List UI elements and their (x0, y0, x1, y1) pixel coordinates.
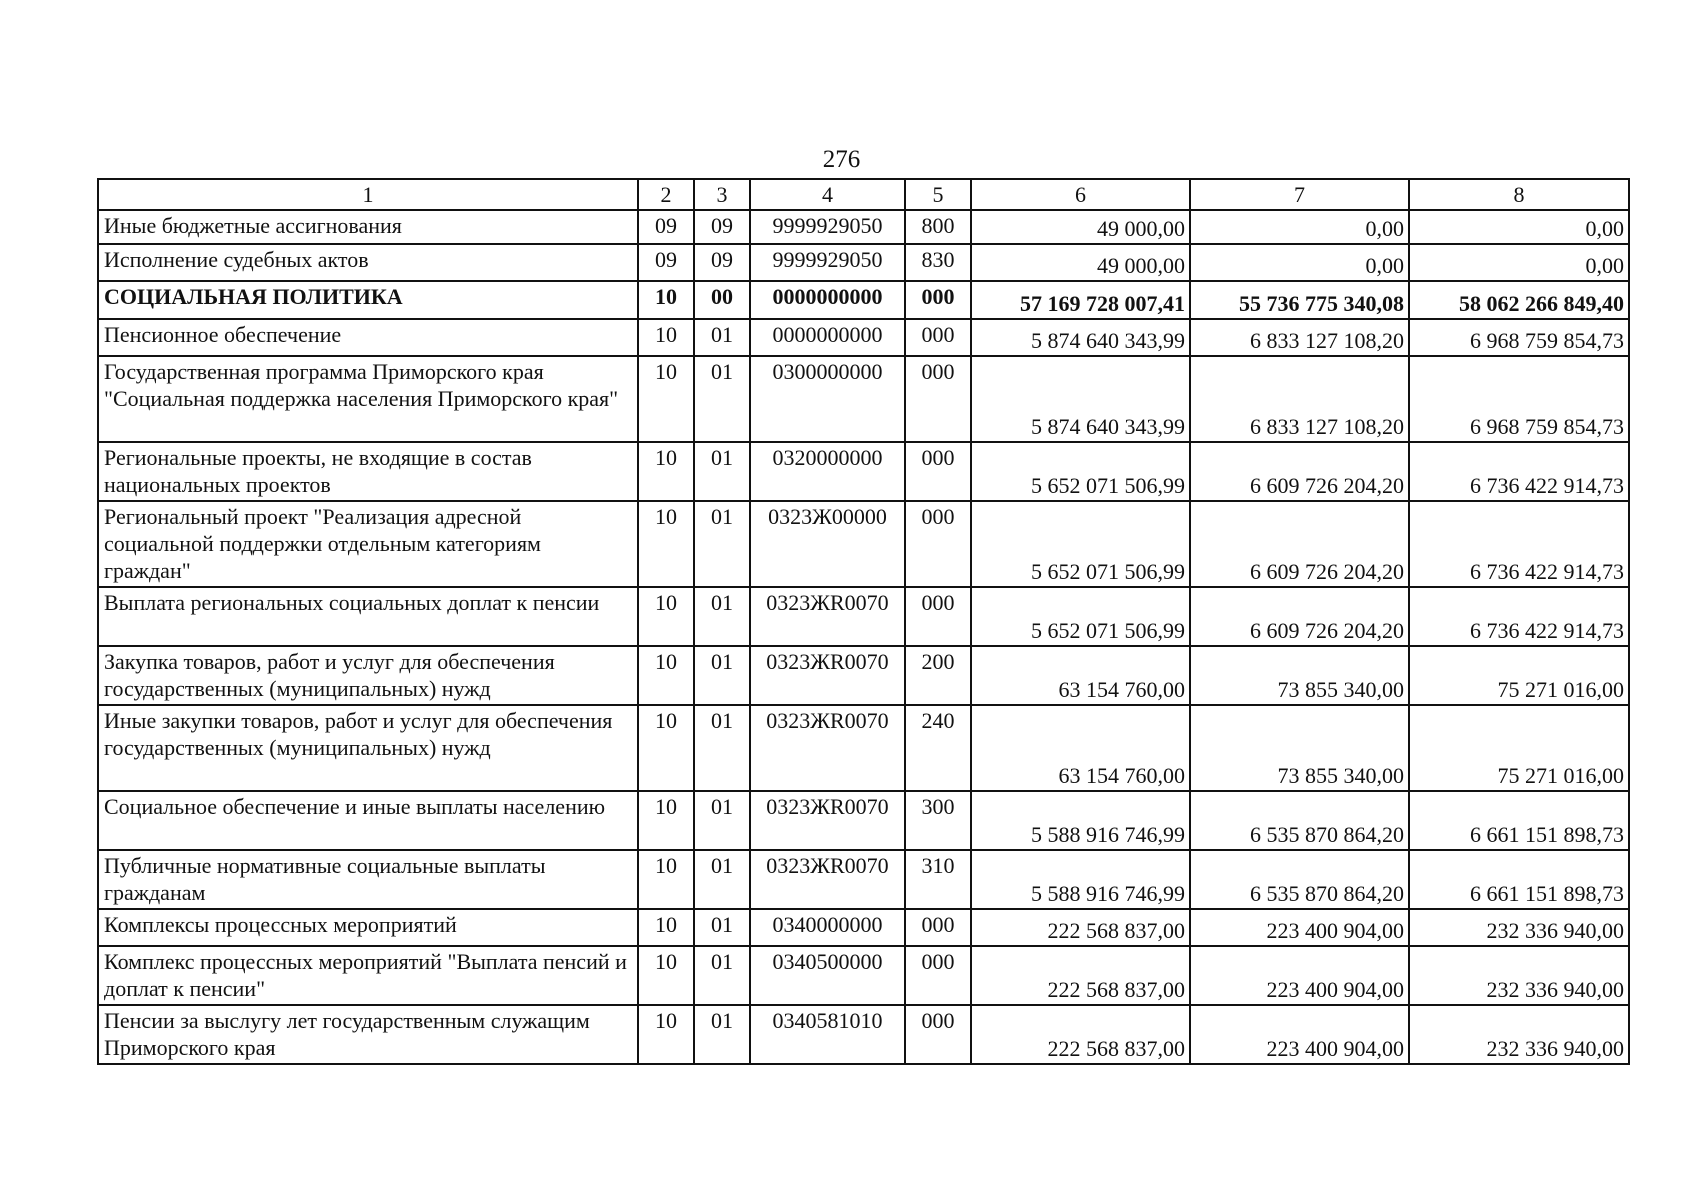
expense-type-cell: 000 (905, 501, 971, 587)
header-cell-1: 1 (98, 179, 638, 210)
amount-col8-cell: 6 661 151 898,73 (1409, 850, 1629, 909)
row-name-cell: Комплекс процессных мероприятий "Выплата пенсий и доплат к пенсии" (98, 946, 638, 1005)
row-name-cell: Пенсионное обеспечение (98, 319, 638, 356)
section-code-cell: 10 (638, 946, 694, 1005)
table-row (98, 244, 1629, 281)
amount-col6-cell: 57 169 728 007,41 (971, 281, 1190, 319)
row-name-cell: Региональные проекты, не входящие в состав национальных проектов (98, 442, 638, 501)
subsection-code-cell: 09 (694, 244, 750, 281)
target-article-cell: 0323ЖR0070 (750, 850, 905, 909)
amount-col8-cell: 232 336 940,00 (1409, 909, 1629, 946)
expense-type-cell: 240 (905, 705, 971, 791)
row-name-cell: Иные бюджетные ассигнования (98, 210, 638, 244)
amount-col7-cell: 6 535 870 864,20 (1190, 850, 1409, 909)
amount-col6-cell: 222 568 837,00 (971, 909, 1190, 946)
table-row (98, 791, 1629, 850)
amount-col8-cell: 75 271 016,00 (1409, 705, 1629, 791)
amount-col7-cell: 6 609 726 204,20 (1190, 442, 1409, 501)
amount-col6-cell: 5 652 071 506,99 (971, 501, 1190, 587)
header-cell-7: 7 (1190, 179, 1409, 210)
table-row (98, 705, 1629, 791)
amount-col6-cell: 63 154 760,00 (971, 705, 1190, 791)
target-article-cell: 0320000000 (750, 442, 905, 501)
row-name-cell: Пенсии за выслугу лет государственным служащим Приморского края (98, 1005, 638, 1064)
header-cell-2: 2 (638, 179, 694, 210)
amount-col6-cell: 5 874 640 343,99 (971, 319, 1190, 356)
table-row (98, 850, 1629, 909)
header-cell-4: 4 (750, 179, 905, 210)
amount-col8-cell: 232 336 940,00 (1409, 946, 1629, 1005)
expense-type-cell: 000 (905, 587, 971, 646)
section-code-cell: 10 (638, 356, 694, 442)
row-name-cell: Государственная программа Приморского края "Социальная поддержка населения Приморского края" (98, 356, 638, 442)
amount-col6-cell: 49 000,00 (971, 210, 1190, 244)
row-name-cell: Выплата региональных социальных доплат к пенсии (98, 587, 638, 646)
section-code-cell: 10 (638, 501, 694, 587)
table-row (98, 587, 1629, 646)
table-body (98, 179, 1629, 1064)
section-code-cell: 10 (638, 1005, 694, 1064)
subsection-code-cell: 01 (694, 791, 750, 850)
subsection-code-cell: 09 (694, 210, 750, 244)
amount-col8-cell: 0,00 (1409, 210, 1629, 244)
subsection-code-cell: 01 (694, 909, 750, 946)
expense-type-cell: 310 (905, 850, 971, 909)
header-cell-5: 5 (905, 179, 971, 210)
amount-col6-cell: 5 874 640 343,99 (971, 356, 1190, 442)
amount-col7-cell: 73 855 340,00 (1190, 705, 1409, 791)
target-article-cell: 0323ЖR0070 (750, 646, 905, 705)
amount-col8-cell: 6 736 422 914,73 (1409, 501, 1629, 587)
subsection-code-cell: 01 (694, 850, 750, 909)
table-row (98, 646, 1629, 705)
amount-col8-cell: 0,00 (1409, 244, 1629, 281)
target-article-cell: 9999929050 (750, 244, 905, 281)
target-article-cell: 0340500000 (750, 946, 905, 1005)
table-row (98, 210, 1629, 244)
expense-type-cell: 000 (905, 1005, 971, 1064)
target-article-cell: 0340000000 (750, 909, 905, 946)
row-name-cell: Региональный проект "Реализация адресной социальной поддержки отдельным категориям граждан" (98, 501, 638, 587)
subsection-code-cell: 01 (694, 319, 750, 356)
amount-col7-cell: 223 400 904,00 (1190, 946, 1409, 1005)
amount-col8-cell: 6 736 422 914,73 (1409, 442, 1629, 501)
subsection-code-cell: 01 (694, 501, 750, 587)
amount-col6-cell: 63 154 760,00 (971, 646, 1190, 705)
amount-col8-cell: 6 661 151 898,73 (1409, 791, 1629, 850)
amount-col6-cell: 49 000,00 (971, 244, 1190, 281)
amount-col7-cell: 6 535 870 864,20 (1190, 791, 1409, 850)
amount-col7-cell: 73 855 340,00 (1190, 646, 1409, 705)
section-code-cell: 10 (638, 587, 694, 646)
expense-type-cell: 300 (905, 791, 971, 850)
amount-col7-cell: 0,00 (1190, 210, 1409, 244)
target-article-cell: 9999929050 (750, 210, 905, 244)
amount-col6-cell: 222 568 837,00 (971, 946, 1190, 1005)
budget-table (97, 178, 1630, 1065)
target-article-cell: 0323ЖR0070 (750, 791, 905, 850)
amount-col8-cell: 6 736 422 914,73 (1409, 587, 1629, 646)
target-article-cell: 0323ЖR0070 (750, 587, 905, 646)
amount-col6-cell: 5 588 916 746,99 (971, 791, 1190, 850)
amount-col7-cell: 6 609 726 204,20 (1190, 501, 1409, 587)
expense-type-cell: 000 (905, 356, 971, 442)
header-row (98, 179, 1629, 210)
table-row (98, 909, 1629, 946)
row-name-cell: Комплексы процессных мероприятий (98, 909, 638, 946)
table-row (98, 946, 1629, 1005)
target-article-cell: 0323ЖR0070 (750, 705, 905, 791)
amount-col8-cell: 75 271 016,00 (1409, 646, 1629, 705)
subsection-code-cell: 01 (694, 705, 750, 791)
section-code-cell: 10 (638, 705, 694, 791)
target-article-cell: 0300000000 (750, 356, 905, 442)
amount-col7-cell: 0,00 (1190, 244, 1409, 281)
row-name-cell: Публичные нормативные социальные выплаты гражданам (98, 850, 638, 909)
amount-col7-cell: 6 833 127 108,20 (1190, 356, 1409, 442)
amount-col8-cell: 6 968 759 854,73 (1409, 356, 1629, 442)
row-name-cell: Иные закупки товаров, работ и услуг для обеспечения государственных (муниципальных) нужд (98, 705, 638, 791)
subsection-code-cell: 00 (694, 281, 750, 319)
subsection-code-cell: 01 (694, 587, 750, 646)
section-code-cell: 10 (638, 646, 694, 705)
expense-type-cell: 000 (905, 281, 971, 319)
subsection-code-cell: 01 (694, 442, 750, 501)
expense-type-cell: 830 (905, 244, 971, 281)
expense-type-cell: 000 (905, 909, 971, 946)
amount-col8-cell: 232 336 940,00 (1409, 1005, 1629, 1064)
subsection-code-cell: 01 (694, 356, 750, 442)
expense-type-cell: 000 (905, 319, 971, 356)
table-row (98, 501, 1629, 587)
row-name-cell: Исполнение судебных актов (98, 244, 638, 281)
target-article-cell: 0000000000 (750, 281, 905, 319)
target-article-cell: 0000000000 (750, 319, 905, 356)
expense-type-cell: 000 (905, 442, 971, 501)
amount-col7-cell: 223 400 904,00 (1190, 909, 1409, 946)
row-name-cell: Закупка товаров, работ и услуг для обеспечения государственных (муниципальных) нужд (98, 646, 638, 705)
section-code-cell: 10 (638, 791, 694, 850)
amount-col8-cell: 6 968 759 854,73 (1409, 319, 1629, 356)
header-cell-8: 8 (1409, 179, 1629, 210)
amount-col7-cell: 6 833 127 108,20 (1190, 319, 1409, 356)
expense-type-cell: 000 (905, 946, 971, 1005)
section-code-cell: 10 (638, 281, 694, 319)
target-article-cell: 0340581010 (750, 1005, 905, 1064)
row-name-cell: СОЦИАЛЬНАЯ ПОЛИТИКА (98, 281, 638, 319)
section-code-cell: 09 (638, 244, 694, 281)
subsection-code-cell: 01 (694, 946, 750, 1005)
target-article-cell: 0323Ж00000 (750, 501, 905, 587)
expense-type-cell: 800 (905, 210, 971, 244)
amount-col7-cell: 223 400 904,00 (1190, 1005, 1409, 1064)
table-row (98, 319, 1629, 356)
subsection-code-cell: 01 (694, 646, 750, 705)
table-row (98, 356, 1629, 442)
header-cell-6: 6 (971, 179, 1190, 210)
header-cell-3: 3 (694, 179, 750, 210)
amount-col6-cell: 5 588 916 746,99 (971, 850, 1190, 909)
table-row (98, 1005, 1629, 1064)
amount-col7-cell: 6 609 726 204,20 (1190, 587, 1409, 646)
amount-col6-cell: 5 652 071 506,99 (971, 442, 1190, 501)
row-name-cell: Социальное обеспечение и иные выплаты населению (98, 791, 638, 850)
amount-col6-cell: 222 568 837,00 (971, 1005, 1190, 1064)
expense-type-cell: 200 (905, 646, 971, 705)
table-row (98, 281, 1629, 319)
section-code-cell: 10 (638, 909, 694, 946)
section-code-cell: 10 (638, 850, 694, 909)
amount-col6-cell: 5 652 071 506,99 (971, 587, 1190, 646)
amount-col8-cell: 58 062 266 849,40 (1409, 281, 1629, 319)
section-code-cell: 10 (638, 319, 694, 356)
table-row (98, 442, 1629, 501)
subsection-code-cell: 01 (694, 1005, 750, 1064)
page-number: 276 (822, 146, 861, 173)
amount-col7-cell: 55 736 775 340,08 (1190, 281, 1409, 319)
section-code-cell: 09 (638, 210, 694, 244)
section-code-cell: 10 (638, 442, 694, 501)
